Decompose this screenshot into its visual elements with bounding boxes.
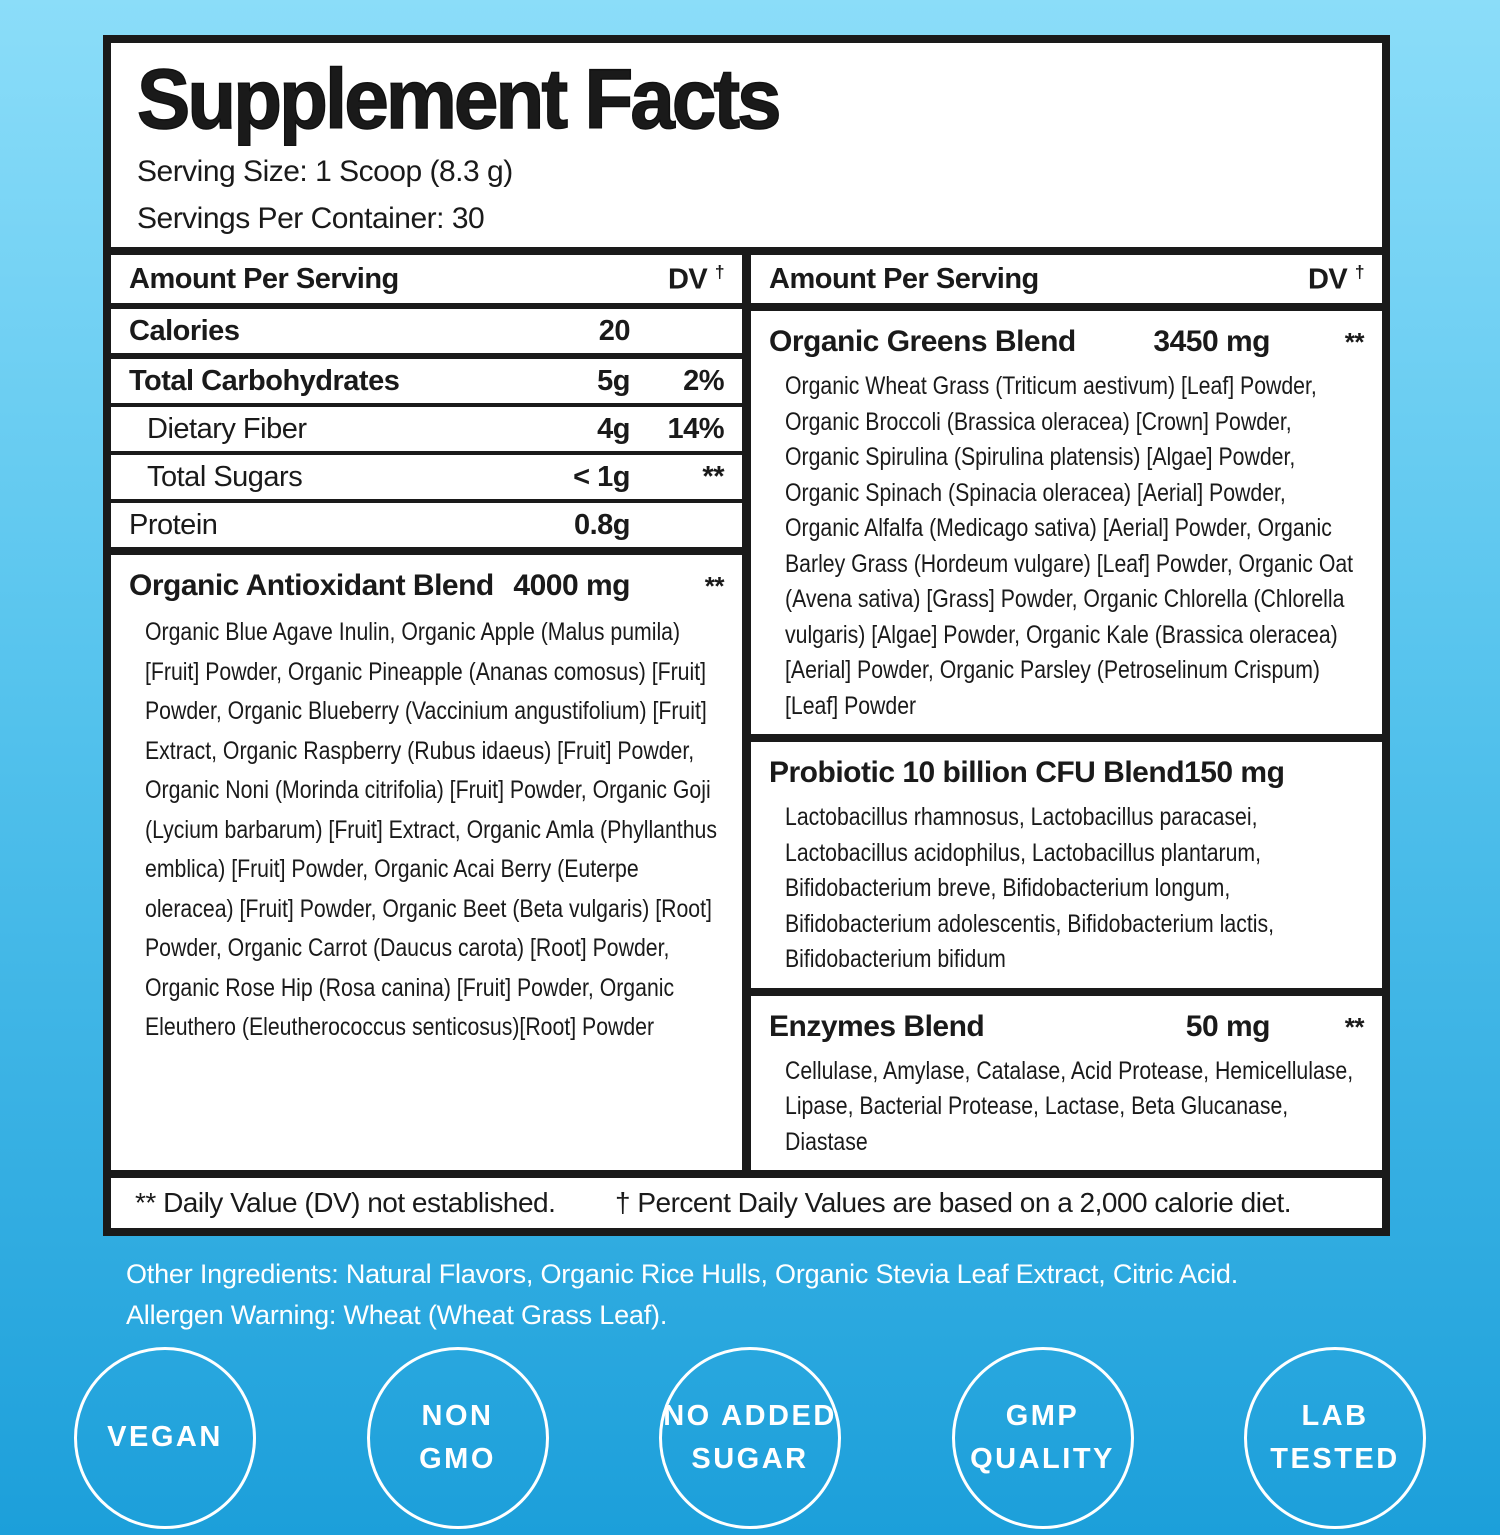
greens-blend-header: Organic Greens Blend 3450 mg **	[769, 325, 1364, 358]
badge-gmp-quality: GMP QUALITY	[952, 1347, 1134, 1529]
probiotic-blend-box	[751, 742, 1382, 988]
nutrient-row-dietary-fiber: Dietary Fiber 4g 14%	[111, 407, 742, 451]
enzymes-blend-box	[751, 996, 1382, 1171]
title-box	[111, 43, 1382, 247]
nutrient-row-total-carbohydrates: Total Carbohydrates 5g 2%	[111, 359, 742, 403]
allergen-warning: Allergen Warning: Wheat (Wheat Grass Leaf).	[126, 1299, 668, 1330]
nutrient-row-calories: Calories 20	[111, 309, 742, 353]
dagger-icon: †	[714, 261, 724, 282]
probiotic-blend-header: Probiotic 10 billion CFU Blend 150 mg	[769, 756, 1285, 789]
dagger-icon: †	[1354, 261, 1364, 282]
right-column	[751, 255, 1382, 1170]
badge-lab-tested: LAB TESTED	[1244, 1347, 1426, 1529]
greens-blend-ingredients: Organic Wheat Grass (Triticum aestivum) [Leaf] Powder, Organic Broccoli (Brassica oleracea) [Crown] Powder, Organic Spirulina (Spirulina platensis) [Algae] Powder, Organic Spinach (Spinacia oleracea) [Aerial] Powder, Organic Alfalfa (Medicago sativa) [Aerial] Powder, Organic Barley Grass (Hordeum vulgare) [Leaf] Powder, Organic Oat (Avena sativa) [Grass] Powder, Organic Chlorella (Chlorella vulgaris) [Algae] Powder, Organic Kale (Brassica oleracea) [Aerial] Powder, Organic Parsley (Petroselinum Crispum) [Leaf] Powder	[785, 372, 1354, 720]
dv-header: DV †	[667, 261, 724, 296]
other-ingredients: Other Ingredients: Natural Flavors, Organic Rice Hulls, Organic Stevia Leaf Extract, Citric Acid.	[126, 1259, 1239, 1289]
left-column	[111, 255, 742, 1170]
label-background	[0, 35, 1500, 1535]
supplement-facts-panel	[103, 35, 1390, 1236]
page-title: Supplement Facts	[137, 52, 779, 146]
badge-non-gmo: NON GMO	[367, 1347, 549, 1529]
nutrient-row-total-sugars: Total Sugars < 1g **	[111, 455, 742, 499]
servings-per-container: Servings Per Container: 30	[137, 201, 485, 235]
antioxidant-blend-header: Organic Antioxidant Blend 4000 mg **	[129, 569, 724, 602]
dv-footnote: ** Daily Value (DV) not established.	[135, 1187, 556, 1218]
probiotic-blend-ingredients: Lactobacillus rhamnosus, Lactobacillus paracasei, Lactobacillus acidophilus, Lactobacillus plantarum, Bifidobacterium breve, Bifidobacterium longum, Bifidobacterium adolescentis, Bifidobacterium lactis, Bifidobacterium bifidum	[785, 803, 1274, 973]
footnote-box	[111, 1178, 1382, 1228]
dv-header: DV †	[1307, 261, 1364, 296]
enzymes-blend-ingredients: Cellulase, Amylase, Catalase, Acid Protease, Hemicellulase, Lipase, Bacterial Protease, Lactase, Beta Glucanase, Diastase	[785, 1056, 1354, 1156]
amount-per-serving-header-right	[751, 255, 1382, 303]
amount-per-serving-label: Amount Per Serving	[129, 262, 399, 295]
antioxidant-blend-ingredients: Organic Blue Agave Inulin, Organic Apple (Malus pumila) [Fruit] Powder, Organic Pineapple (Ananas comosus) [Fruit] Powder, Organic Blueberry (Vaccinium angustifolium) [Fruit] Extract, Organic Raspberry (Rubus idaeus) [Fruit] Powder, Organic Noni (Morinda citrifolia) [Fruit] Powder, Organic Goji (Lycium barbarum) [Fruit] Extract, Organic Amla (Phyllanthus emblica) [Fruit] Powder, Organic Acai Berry (Euterpe oleracea) [Fruit] Powder, Organic Beet (Beta vulgaris) [Root] Powder, Organic Carrot (Daucus carota) [Root] Powder, Organic Rose Hip (Rosa canina) [Fruit] Powder, Organic Eleuthero (Eleutherococcus senticosus)[Root] Powder	[145, 618, 717, 1041]
enzymes-blend-header: Enzymes Blend 50 mg **	[769, 1009, 1364, 1043]
greens-blend-box	[751, 311, 1382, 734]
nutrient-row-protein: Protein 0.8g	[111, 503, 742, 547]
badge-row	[74, 1347, 1426, 1529]
percent-dv-footnote: † Percent Daily Values are based on a 2,000 calorie diet.	[615, 1187, 1292, 1218]
antioxidant-blend-box	[111, 555, 742, 1170]
facts-columns	[111, 255, 1382, 1170]
amount-per-serving-header-left	[111, 255, 742, 303]
below-panel-text	[126, 1254, 1500, 1335]
serving-size: Serving Size: 1 Scoop (8.3 g)	[137, 155, 513, 189]
badge-vegan: VEGAN	[74, 1347, 256, 1529]
amount-per-serving-label: Amount Per Serving	[769, 262, 1039, 295]
badge-no-added-sugar: NO ADDED SUGAR	[659, 1347, 841, 1529]
